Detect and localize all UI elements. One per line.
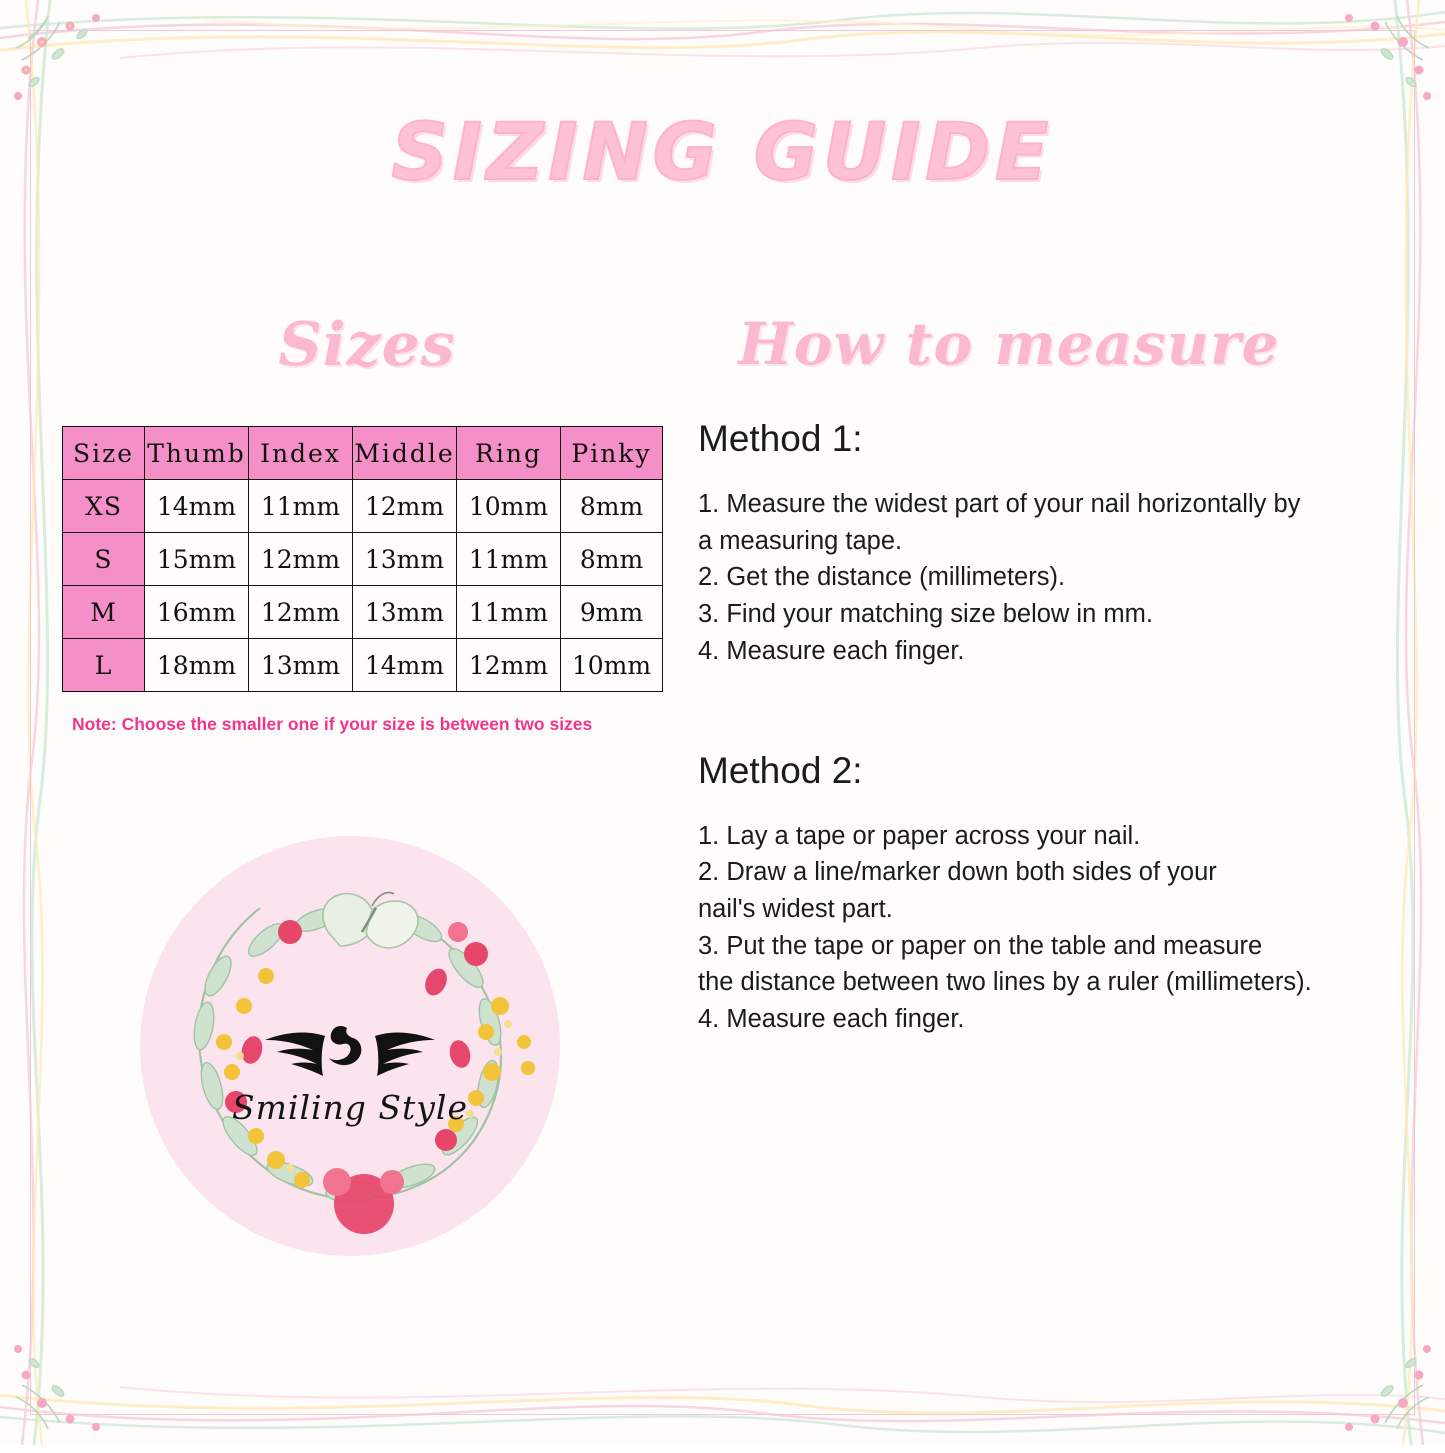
cell-ring: 11mm — [457, 586, 561, 639]
method-1-step: 1. Measure the widest part of your nail horizontally by — [698, 490, 1301, 518]
winged-swan-icon — [255, 1014, 445, 1084]
table-row — [63, 480, 663, 533]
cell-middle: 14mm — [353, 639, 457, 692]
cell-size: M — [63, 586, 145, 639]
method-1-step: 2. Get the distance (millimeters). — [698, 563, 1066, 592]
cell-pinky: 9mm — [561, 586, 663, 639]
method-1-block — [698, 418, 1388, 670]
column-header-middle: Middle — [353, 427, 457, 480]
cell-index: 11mm — [249, 480, 353, 533]
column-header-size: Size — [63, 427, 145, 480]
column-header-ring: Ring — [457, 427, 561, 480]
cell-index: 12mm — [249, 586, 353, 639]
size-note: Note: Choose the smaller one if your size is between two sizes — [72, 714, 593, 734]
cell-middle: 12mm — [353, 480, 457, 533]
table-row — [63, 639, 663, 692]
butterfly-icon — [323, 893, 418, 948]
cell-pinky: 8mm — [561, 533, 663, 586]
cell-index: 13mm — [249, 639, 353, 692]
how-to-measure-heading: How to measure — [738, 310, 1280, 378]
column-header-pinky: Pinky — [561, 427, 663, 480]
section-spacer — [698, 680, 1388, 750]
cell-thumb: 16mm — [145, 586, 249, 639]
method-2-step: 1. Lay a tape or paper across your nail. — [698, 821, 1141, 850]
column-header-thumb: Thumb — [145, 427, 249, 480]
cell-thumb: 14mm — [145, 480, 249, 533]
method-1-step: 3. Find your matching size below in mm. — [698, 600, 1153, 629]
how-to-measure-column — [698, 310, 1388, 1048]
table-header-row — [63, 427, 663, 480]
method-2-step: 3. Put the tape or paper on the table and measure — [698, 931, 1263, 960]
table-row — [63, 533, 663, 586]
cell-index: 12mm — [249, 533, 353, 586]
cell-size: L — [63, 639, 145, 692]
brand-logo — [140, 836, 560, 1256]
method-2-step: 2. Draw a line/marker down both sides of your — [698, 858, 1217, 887]
page-title: SIZING GUIDE — [391, 108, 1054, 198]
cell-size: XS — [63, 480, 145, 533]
table-row — [63, 586, 663, 639]
cell-thumb: 15mm — [145, 533, 249, 586]
cell-thumb: 18mm — [145, 639, 249, 692]
sizes-heading: Sizes — [278, 310, 456, 380]
cell-pinky: 10mm — [561, 639, 663, 692]
method-2-step: 4. Measure each finger. — [698, 1005, 965, 1034]
method-2-title: Method 2: — [698, 749, 863, 791]
method-1-step: a measuring tape. — [698, 526, 903, 555]
cell-middle: 13mm — [353, 586, 457, 639]
sizes-column — [62, 310, 672, 735]
method-2-block — [698, 750, 1388, 1038]
logo-text — [140, 1014, 560, 1127]
column-header-index: Index — [249, 427, 353, 480]
method-2-step: nail's widest part. — [698, 895, 893, 924]
brand-name: Smiling Style — [231, 1088, 469, 1127]
cell-pinky: 8mm — [561, 480, 663, 533]
cell-ring: 11mm — [457, 533, 561, 586]
method-1-step: 4. Measure each finger. — [698, 636, 965, 665]
cell-middle: 13mm — [353, 533, 457, 586]
size-chart-table — [62, 426, 663, 692]
cell-size: S — [63, 533, 145, 586]
method-2-step: the distance between two lines by a ruler (millimeters). — [698, 968, 1312, 997]
cell-ring: 10mm — [457, 480, 561, 533]
method-1-title: Method 1: — [698, 418, 863, 459]
cell-ring: 12mm — [457, 639, 561, 692]
